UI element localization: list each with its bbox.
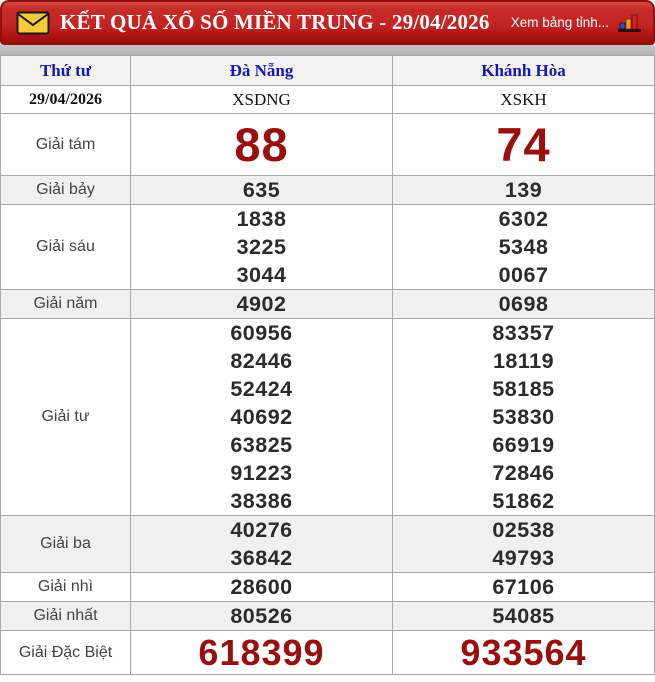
bar-chart-icon[interactable] bbox=[616, 12, 643, 34]
prize-number: 40276 bbox=[230, 518, 293, 542]
prize-number: 0067 bbox=[498, 263, 549, 287]
prize-label: Giải tám bbox=[1, 114, 131, 176]
prize-numbers-khanhhoa bbox=[393, 114, 655, 176]
prize-row bbox=[1, 290, 655, 319]
prize-numbers-khanhhoa bbox=[393, 176, 655, 205]
date-row bbox=[1, 86, 655, 114]
prize-number: 80526 bbox=[230, 604, 293, 628]
prize-numbers-khanhhoa bbox=[393, 319, 655, 516]
prize-numbers-danang bbox=[131, 319, 393, 516]
prize-numbers-danang bbox=[131, 602, 393, 631]
station-code-xskh: XSKH bbox=[393, 86, 655, 114]
prize-label: Giải sáu bbox=[1, 205, 131, 290]
prize-label: Giải Đặc Biệt bbox=[1, 631, 131, 675]
prize-number: 74 bbox=[496, 117, 551, 171]
prize-number: 3044 bbox=[236, 263, 287, 287]
results-table bbox=[0, 55, 655, 675]
prize-number: 618399 bbox=[198, 631, 325, 673]
prize-numbers-danang bbox=[131, 205, 393, 290]
prize-numbers-danang bbox=[131, 114, 393, 176]
prize-row bbox=[1, 516, 655, 573]
column-header-khanhhoa[interactable]: Khánh Hòa bbox=[393, 56, 655, 86]
prize-numbers-danang bbox=[131, 631, 393, 675]
prize-number: 72846 bbox=[492, 461, 555, 485]
prize-numbers-khanhhoa bbox=[393, 205, 655, 290]
prize-label: Giải tư bbox=[1, 319, 131, 516]
prize-number: 91223 bbox=[230, 461, 293, 485]
prize-number: 82446 bbox=[230, 349, 293, 373]
prize-number: 02538 bbox=[492, 518, 555, 542]
prize-number: 60956 bbox=[230, 321, 293, 345]
prize-number: 0698 bbox=[498, 292, 549, 316]
prize-numbers-khanhhoa bbox=[393, 516, 655, 573]
prize-label: Giải nhất bbox=[1, 602, 131, 631]
prize-row bbox=[1, 602, 655, 631]
prize-label: Giải ba bbox=[1, 516, 131, 573]
prize-number: 139 bbox=[504, 178, 543, 202]
prize-numbers-khanhhoa bbox=[393, 602, 655, 631]
prize-number: 83357 bbox=[492, 321, 555, 345]
prize-number: 52424 bbox=[230, 377, 293, 401]
prize-numbers-khanhhoa bbox=[393, 631, 655, 675]
prize-number: 18119 bbox=[492, 349, 555, 373]
prize-number: 53830 bbox=[492, 405, 555, 429]
prize-numbers-danang bbox=[131, 573, 393, 602]
day-header-link[interactable]: Thứ tư bbox=[1, 56, 131, 86]
page-title: KẾT QUẢ XỔ SỐ MIỀN TRUNG - 29/04/2026 bbox=[60, 10, 490, 34]
envelope-icon bbox=[16, 11, 50, 35]
prize-label: Giải bảy bbox=[1, 176, 131, 205]
prize-number: 51862 bbox=[492, 489, 555, 513]
prize-row bbox=[1, 631, 655, 675]
prize-number: 36842 bbox=[230, 546, 293, 570]
prize-number: 49793 bbox=[492, 546, 555, 570]
prize-number: 635 bbox=[242, 178, 281, 202]
prize-number: 933564 bbox=[460, 631, 587, 673]
prize-number: 54085 bbox=[492, 604, 555, 628]
prize-row bbox=[1, 176, 655, 205]
column-header-danang[interactable]: Đà Nẵng bbox=[131, 56, 393, 86]
prize-number: 6302 bbox=[498, 207, 549, 231]
prize-numbers-danang bbox=[131, 290, 393, 319]
draw-date: 29/04/2026 bbox=[1, 86, 131, 114]
view-province-table-link[interactable]: Xem bảng tỉnh... bbox=[510, 15, 609, 30]
prize-number: 58185 bbox=[492, 377, 555, 401]
prize-numbers-khanhhoa bbox=[393, 573, 655, 602]
prize-row bbox=[1, 319, 655, 516]
header-bar bbox=[0, 0, 655, 45]
prize-numbers-danang bbox=[131, 176, 393, 205]
prize-number: 1838 bbox=[236, 207, 287, 231]
prize-number: 67106 bbox=[492, 575, 555, 599]
prize-numbers-khanhhoa bbox=[393, 290, 655, 319]
prize-number: 66919 bbox=[492, 433, 555, 457]
prize-number: 88 bbox=[234, 117, 289, 171]
prize-number: 3225 bbox=[236, 235, 287, 259]
column-header-row bbox=[1, 56, 655, 86]
prize-numbers-danang bbox=[131, 516, 393, 573]
prize-row bbox=[1, 573, 655, 602]
prize-row bbox=[1, 205, 655, 290]
station-code-xsdng: XSDNG bbox=[131, 86, 393, 114]
prize-label: Giải năm bbox=[1, 290, 131, 319]
prize-number: 38386 bbox=[230, 489, 293, 513]
prize-number: 63825 bbox=[230, 433, 293, 457]
divider-strip bbox=[0, 45, 655, 55]
prize-number: 40692 bbox=[230, 405, 293, 429]
prize-number: 4902 bbox=[236, 292, 287, 316]
prize-row bbox=[1, 114, 655, 176]
prize-number: 28600 bbox=[230, 575, 293, 599]
prize-number: 5348 bbox=[498, 235, 549, 259]
prize-label: Giải nhì bbox=[1, 573, 131, 602]
